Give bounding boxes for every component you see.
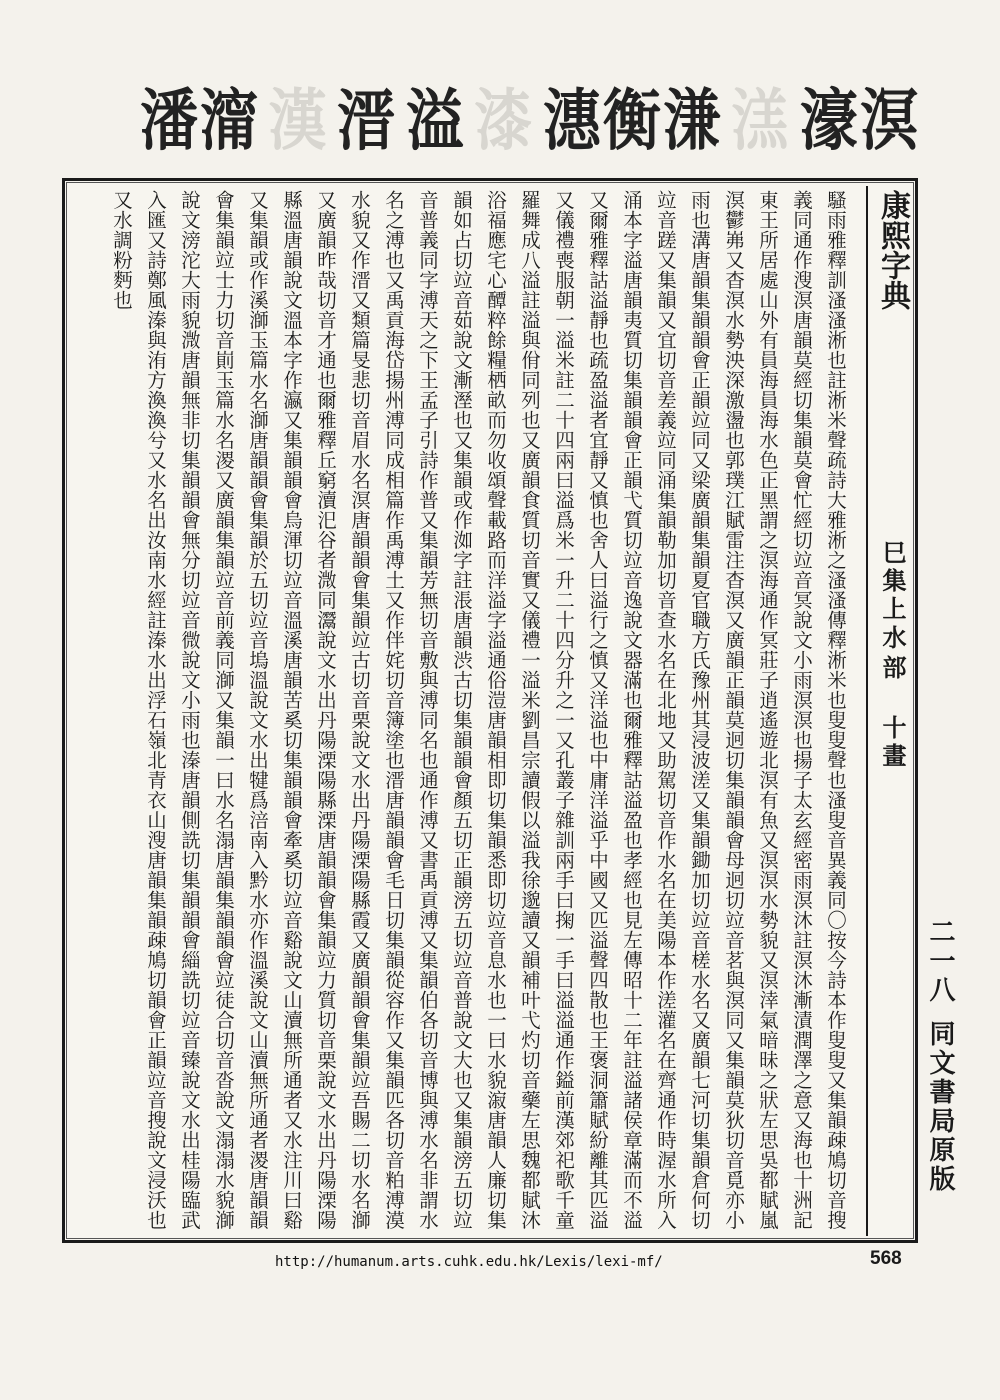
title-column bbox=[866, 186, 914, 1236]
seal-character: 溢 bbox=[405, 81, 466, 160]
stroke-count-label: 十畫 bbox=[878, 715, 907, 771]
seal-character: 潓衡溓 bbox=[542, 81, 723, 160]
volume-label: 巳集上 bbox=[878, 540, 907, 624]
seal-character: 漢 bbox=[268, 81, 329, 160]
seal-character: 溍 bbox=[337, 81, 398, 160]
page-number-cjk: 二一八 bbox=[925, 918, 955, 1005]
seal-character: 濠溟 bbox=[799, 81, 920, 160]
publisher-label: 同文書局原版 bbox=[925, 1020, 955, 1194]
page-number: 568 bbox=[870, 1248, 902, 1269]
seal-character: 潘澝 bbox=[140, 81, 261, 160]
dictionary-body-text: 騷雨雅釋訓溞溞淅也註淅米聲疏詩大雅淅之溞溞傳釋淅米也叟叟聲也溞叟音異義同〇按今詩本作叟叟又集韻疎鳩切音搜義同通作溲溟唐韻莫經切集韻莫會忙經切竝音冥說文小雨溟溟也揚子太玄經密雨溟沐註溟沐漸漬潤澤之意又海也十洲記東王所居處山外有員海員海水色正黑謂之溟海通作冥莊子逍遙遊北溟有魚又溟溟水勢貌又溟涬氣暗昧之狀左思吳都賦嵐溟鬱岪又杳溟水勢泱深激盪也郭璞江賦雷注杳溟又廣韻正韻莫迥切集韻韻會母迥切竝音茗與溟同又集韻莫狄切音覓亦小雨也溝唐韻集韻韻會正韻竝同又梁廣韻集韻夏官職方氏豫州其浸波溠又集韻鋤加切竝音槎水名又廣韻七河切集韻倉何切竝音蹉又集韻又宜切音差義竝同涌集韻勒加切音查水名在北地又助駕切音作水名在美陽本作溠灌名在齊通作時渥水所入涌本字溢唐韻夷質切集韻韻會正韻弋質切竝音逸說文器滿也爾雅釋詁溢盈也孝經也見左傳昭十二年註溢諸侯章滿而不溢又爾雅釋詁溢靜也疏盈溢者宜靜又慎也舍人曰溢行之慎又洋溢也中庸洋溢乎中國又匹溢聲四散也王褒洞簫賦紛離其匹溢又儀禮喪服朝一溢米註二十四兩曰溢爲米一升二十四分升之一又孔叢子雜訓兩手曰掬一手曰溢溢通作鎰前漢郊祀歌千童羅舞成八溢註溢與佾同列也又廣韻食質切音實又儀禮一溢米劉昌宗讀假以溢我徐邈讀又韻補叶弋灼切音藥左思魏都賦沐浴福應宅心醰粹餘糧栖畝而勿收頌聲載路而洋溢字溢通俗溰唐韻相即切集韻悉即切竝音息水也一曰水貌漃唐韻人廉切集韻如占切竝音茹說文漸溼也又集韻或作洳字註涱唐韻渋古切集韻韻會顏五切正韻滂五切竝音普說文大也又集韻滂五切竝音普義同字溥天之下王孟子引詩作普又集韻芳無切音敷與溥同名也通作溥又書禹貢溥又集韻伯各切音博與溥水名非謂水名之溥也又禹貢海岱揚州溥同成相篇作禹溥土又作伴姹切音簿塗也溍唐韻韻會毛日切集韻從容作又集韻匹各切音粕溥漠水貌又作溍又類篇旻悲切音眉水名溟唐韻韻會集韻竝古切音栗說文水出丹陽溧陽縣霞又廣韻韻會集韻竝吾賜二切水名溮又廣韻昨哉切音才通也爾雅釋丘窮瀆汜谷者溦同灊說文水出丹陽溧陽縣溧唐韻韻會集韻竝力質切音栗說文水出丹陽溧陽縣溫唐韻說文溫本字作瀛又集韻韻會烏渾切竝音溫溪唐韻苦奚切集韻韻會牽奚切竝音谿說文山瀆無所通者又水注川曰谿又集韻或作溪溮玉篇水名溮唐韻韻會集韻於五切竝音塢溫說文水出犍爲涪南入黔水亦作溫溪說文山瀆無所通者溭唐韻韻會集韻竝士力切音崱玉篇水名溭又廣韻集韻竝音前義同溮又集韻一曰水名溻唐韻集韻韻會竝徒合切音沓說文溻溻水貌溮說文滂沱大雨貌溦唐韻無非切集韻韻會無分切竝音微說文小雨也溱唐韻側詵切集韻韻會緇詵切竝音臻說文水出桂陽臨武入匯又詩鄭風溱與洧方渙渙兮又水名出汝南水經註溱水出浮石嶺北青衣山溲唐韻集韻疎鳩切韻會正韻竝音搜說文浸沃也又水調粉麪也 bbox=[110, 190, 847, 1230]
radical-label: 水部 bbox=[878, 625, 907, 685]
seal-character: 溔 bbox=[731, 81, 792, 160]
seal-character: 漆 bbox=[474, 81, 535, 160]
seal-script-strip bbox=[140, 40, 920, 190]
book-title: 康熙字典 bbox=[875, 190, 910, 310]
source-url[interactable]: http://humanum.arts.cuhk.edu.hk/Lexis/lexi-mf/ bbox=[275, 1254, 663, 1270]
